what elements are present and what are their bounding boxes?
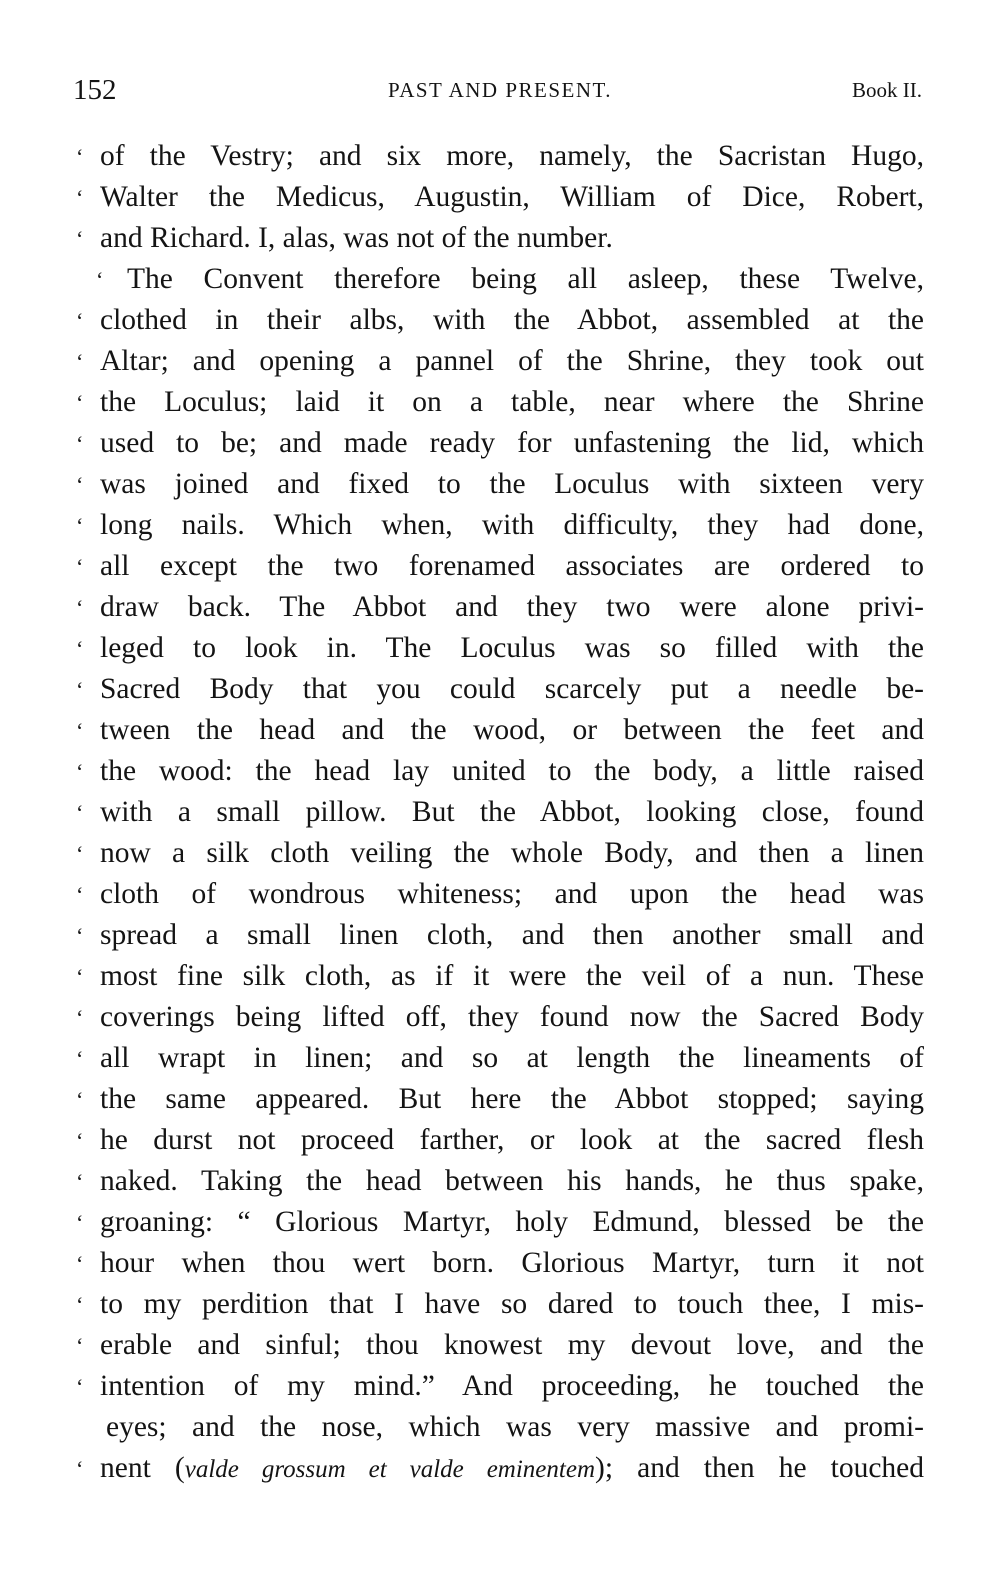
quote-mark: ‘ [76, 226, 84, 251]
text-line: ‘ all except the two forenamed associates are ordered to [76, 546, 924, 587]
text-line: ‘ the same appeared. But here the Abbot stopped; saying [76, 1079, 924, 1120]
quote-mark: ‘ [76, 1251, 84, 1276]
text-line: eyes; and the nose, which was very massive and promi- [106, 1411, 924, 1443]
quote-mark: ‘ [76, 1046, 84, 1071]
text-line: ‘ groaning: “ Glorious Martyr, holy Edmund, blessed be the [76, 1202, 924, 1243]
text-line: ‘ The Convent therefore being all asleep, these Twelve, [76, 259, 924, 300]
text-line: ‘ naked. Taking the head between his hands, he thus spake, [76, 1161, 924, 1202]
text-line: ‘ leged to look in. The Loculus was so filled with the [76, 628, 924, 669]
quote-mark: ‘ [76, 431, 84, 456]
body-text [76, 136, 924, 1489]
text-line: ‘ to my perdition that I have so dared to touch thee, I mis- [76, 1284, 924, 1325]
text-line: ‘ Walter the Medicus, Augustin, William of Dice, Robert, [76, 177, 924, 218]
text-line: ‘ spread a small linen cloth, and then another small and [76, 915, 924, 956]
quote-mark: ‘ [76, 513, 84, 538]
page-number: 152 [73, 74, 117, 106]
text-line: ‘ the wood: the head lay united to the body, a little raised [76, 751, 924, 792]
quote-mark: ‘ [76, 1333, 84, 1358]
text-line: ‘ the Loculus; laid it on a table, near where the Shrine [76, 382, 924, 423]
quote-mark: ‘ [76, 923, 84, 948]
text-line: ‘ hour when thou wert born. Glorious Martyr, turn it not [76, 1243, 924, 1284]
text-line-last: ‘ nent (valde grossum et valde eminentem); and then he touched [76, 1448, 924, 1489]
quote-mark: ‘ [76, 636, 84, 661]
quote-mark: ‘ [76, 554, 84, 579]
quote-mark: ‘ [96, 267, 104, 292]
quote-mark: ‘ [76, 1169, 84, 1194]
text-line: ‘ most fine silk cloth, as if it were the veil of a nun. These [76, 956, 924, 997]
text-line: ‘ of the Vestry; and six more, namely, the Sacristan Hugo, [76, 136, 924, 177]
quote-mark: ‘ [76, 1374, 84, 1399]
quote-mark: ‘ [76, 1005, 84, 1030]
quote-mark: ‘ [76, 1210, 84, 1235]
text-line: ‘ was joined and fixed to the Loculus with sixteen very [76, 464, 924, 505]
text-line: ‘ clothed in their albs, with the Abbot, assembled at the [76, 300, 924, 341]
quote-mark: ‘ [76, 964, 84, 989]
running-title: PAST AND PRESENT. [387, 78, 613, 102]
text-line: ‘ intention of my mind.” And proceeding, he touched the [76, 1366, 924, 1407]
quote-mark: ‘ [76, 677, 84, 702]
quote-mark: ‘ [76, 185, 84, 210]
text-line: ‘ coverings being lifted off, they found now the Sacred Body [76, 997, 924, 1038]
text-line: ‘ he durst not proceed farther, or look at the sacred flesh [76, 1120, 924, 1161]
text-line: ‘ cloth of wondrous whiteness; and upon the head was [76, 874, 924, 915]
quote-mark: ‘ [76, 759, 84, 784]
quote-mark: ‘ [76, 308, 84, 333]
quote-mark: ‘ [76, 472, 84, 497]
quote-mark: ‘ [76, 800, 84, 825]
latin-phrase: valde grossum et valde eminentem [184, 1456, 596, 1483]
text-line: ‘ used to be; and made ready for unfastening the lid, which [76, 423, 924, 464]
text-line: ‘ and Richard. I, alas, was not of the number. [76, 218, 924, 259]
quote-mark: ‘ [76, 1292, 84, 1317]
quote-mark: ‘ [76, 841, 84, 866]
text-line: ‘ Sacred Body that you could scarcely put a needle be- [76, 669, 924, 710]
text-line: ‘ tween the head and the wood, or between the feet and [76, 710, 924, 751]
text-line: ‘ all wrapt in linen; and so at length the lineaments of [76, 1038, 924, 1079]
book-label: Book II. [852, 78, 922, 102]
quote-mark: ‘ [76, 718, 84, 743]
quote-mark: ‘ [76, 1456, 84, 1481]
text-line: ‘ now a silk cloth veiling the whole Body, and then a linen [76, 833, 924, 874]
text-line: ‘ with a small pillow. But the Abbot, looking close, found [76, 792, 924, 833]
quote-mark: ‘ [76, 882, 84, 907]
quote-mark: ‘ [76, 595, 84, 620]
running-header [0, 74, 1000, 108]
text-line: ‘ draw back. The Abbot and they two were alone privi- [76, 587, 924, 628]
quote-mark: ‘ [76, 1128, 84, 1153]
quote-mark: ‘ [76, 144, 84, 169]
text-line: ‘ long nails. Which when, with difficulty, they had done, [76, 505, 924, 546]
text-line: ‘ Altar; and opening a pannel of the Shrine, they took out [76, 341, 924, 382]
quote-mark: ‘ [76, 390, 84, 415]
quote-mark: ‘ [76, 349, 84, 374]
quote-mark: ‘ [76, 1087, 84, 1112]
text-line: ‘ erable and sinful; thou knowest my devout love, and the [76, 1325, 924, 1366]
